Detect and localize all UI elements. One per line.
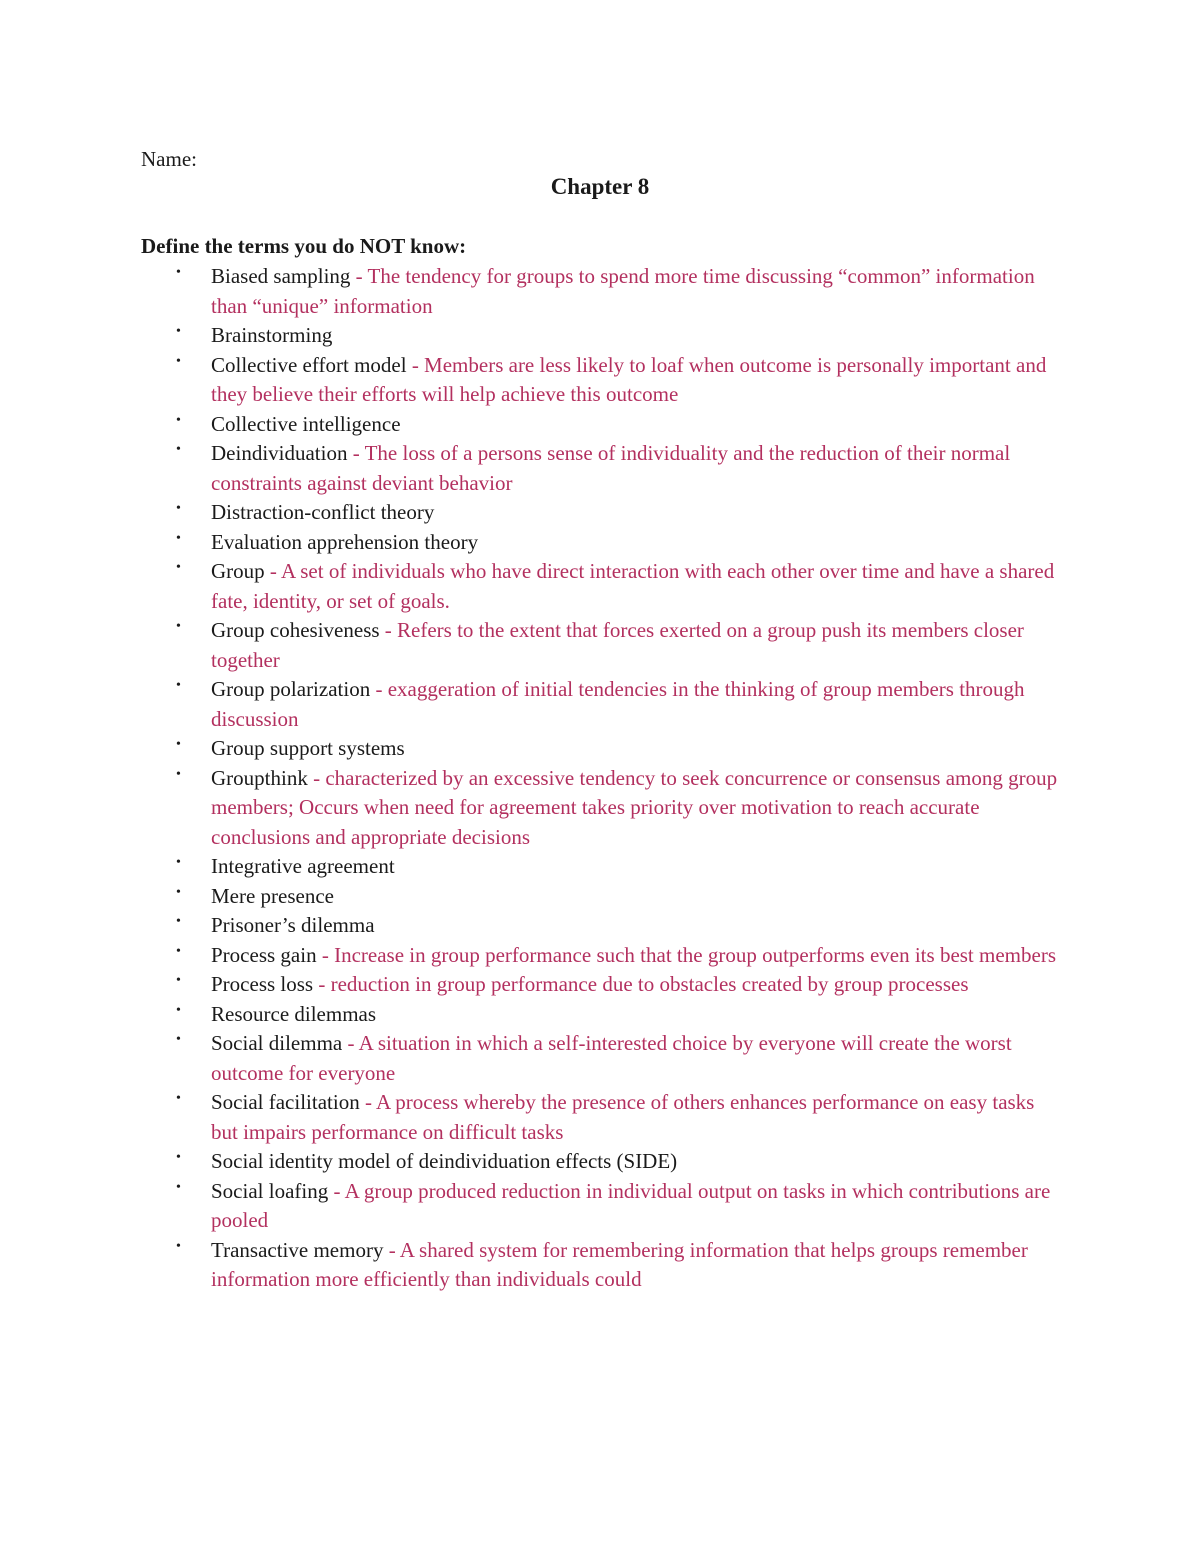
term-item xyxy=(0,498,1200,528)
term-name: Deindividuation xyxy=(211,441,348,465)
bullet-icon: • xyxy=(176,678,181,693)
term-item xyxy=(0,675,1200,734)
bullet-icon: • xyxy=(176,530,181,546)
term-name: Social loafing xyxy=(211,1178,329,1203)
term-item xyxy=(0,911,1200,941)
term-definition: - A group produced reduction in individual output on tasks in which contributions are pooled xyxy=(211,1178,1051,1232)
bullet-icon: • xyxy=(176,501,181,516)
term-definition: - A shared system for remembering information that helps groups remember information more efficiently than individuals could xyxy=(211,1237,1028,1291)
term-name: Group support systems xyxy=(211,736,405,760)
bullet-icon: • xyxy=(176,1150,181,1165)
term-name: Distraction-conflict theory xyxy=(211,500,435,524)
bullet-icon: • xyxy=(176,353,181,369)
term-item xyxy=(0,882,1200,912)
term-name: Prisoner’s dilemma xyxy=(211,913,375,937)
term-item xyxy=(0,1029,1200,1088)
term-name: Collective intelligence xyxy=(211,411,401,436)
bullet-icon: • xyxy=(176,265,181,280)
term-name: Group polarization xyxy=(211,677,371,701)
name-label: Name: xyxy=(141,147,197,171)
page-title: Chapter 8 xyxy=(550,174,650,199)
term-item xyxy=(0,734,1200,764)
bullet-icon: • xyxy=(176,973,181,988)
bullet-icon: • xyxy=(176,442,181,457)
instruction-heading: Define the terms you do NOT know: xyxy=(141,234,467,258)
term-definition: - characterized by an excessive tendency to seek concurrence or consensus among group members; Occurs when need for agreement takes priority over motivation to reach accurate conclusions and appropriate decisions xyxy=(211,765,1058,849)
term-name: Social dilemma xyxy=(211,1031,343,1055)
term-name: Mere presence xyxy=(211,883,335,908)
term-name: Process loss xyxy=(211,972,314,996)
bullet-icon: • xyxy=(176,560,181,575)
term-definition: - A situation in which a self-interested choice by everyone will create the worst outcome for everyone xyxy=(211,1031,1012,1085)
term-definition: - The tendency for groups to spend more time discussing “common” information than “unique” information xyxy=(211,264,1035,318)
term-name: Evaluation apprehension theory xyxy=(211,529,479,554)
term-item xyxy=(0,439,1200,498)
term-item xyxy=(0,1147,1200,1177)
term-item xyxy=(0,351,1200,410)
term-name: Transactive memory xyxy=(211,1237,384,1262)
term-item xyxy=(0,410,1200,440)
bullet-icon: • xyxy=(176,1032,181,1047)
bullet-icon: • xyxy=(176,943,181,959)
term-name: Resource dilemmas xyxy=(211,1001,377,1026)
bullet-icon: • xyxy=(176,855,181,870)
bullet-icon: • xyxy=(176,737,181,752)
term-name: Integrative agreement xyxy=(211,854,395,878)
term-name: Process gain xyxy=(211,942,317,967)
term-item xyxy=(0,557,1200,616)
bullet-icon: • xyxy=(176,884,181,900)
term-name: Collective effort model xyxy=(211,352,407,377)
term-item xyxy=(0,852,1200,882)
term-name: Group xyxy=(211,559,265,583)
term-definition: - The loss of a persons sense of individuality and the reduction of their normal constraints against deviant behavior xyxy=(211,441,1011,495)
terms-list xyxy=(0,262,1200,1295)
term-item xyxy=(0,321,1200,351)
term-name: Group cohesiveness xyxy=(211,618,380,642)
term-item xyxy=(0,262,1200,321)
term-item xyxy=(0,764,1200,853)
term-definition: - A process whereby the presence of others enhances performance on easy tasks but impairs performance on difficult tasks xyxy=(211,1090,1035,1144)
term-item xyxy=(0,970,1200,1000)
term-definition: - Increase in group performance such that the group outperforms even its best members xyxy=(316,942,1056,967)
term-name: Social identity model of deindividuation effects (SIDE) xyxy=(211,1149,678,1173)
bullet-icon: • xyxy=(176,324,181,339)
term-item xyxy=(0,1177,1200,1236)
bullet-icon: • xyxy=(176,619,181,634)
term-definition: - Refers to the extent that forces exerted on a group push its members closer together xyxy=(211,618,1024,672)
bullet-icon: • xyxy=(176,766,181,782)
term-name: Brainstorming xyxy=(211,323,333,347)
bullet-icon: • xyxy=(176,1002,181,1018)
bullet-icon: • xyxy=(176,1179,181,1195)
term-definition: - exaggeration of initial tendencies in the thinking of group members through discussion xyxy=(211,677,1025,731)
term-name: Groupthink xyxy=(211,765,308,790)
bullet-icon: • xyxy=(176,412,181,428)
term-name: Social facilitation xyxy=(211,1090,360,1114)
bullet-icon: • xyxy=(176,1238,181,1254)
term-item xyxy=(0,941,1200,971)
term-name: Biased sampling xyxy=(211,264,351,288)
term-definition: - Members are less likely to loaf when outcome is personally important and they believe their efforts will help achieve this outcome xyxy=(211,352,1047,406)
term-item xyxy=(0,528,1200,558)
term-item xyxy=(0,1236,1200,1295)
term-item xyxy=(0,1000,1200,1030)
bullet-icon: • xyxy=(176,1091,181,1106)
bullet-icon: • xyxy=(176,914,181,929)
term-item xyxy=(0,1088,1200,1147)
term-definition: - reduction in group performance due to obstacles created by group processes xyxy=(313,972,969,996)
term-definition: - A set of individuals who have direct interaction with each other over time and have a shared fate, identity, or set of goals. xyxy=(211,559,1055,613)
term-item xyxy=(0,616,1200,675)
